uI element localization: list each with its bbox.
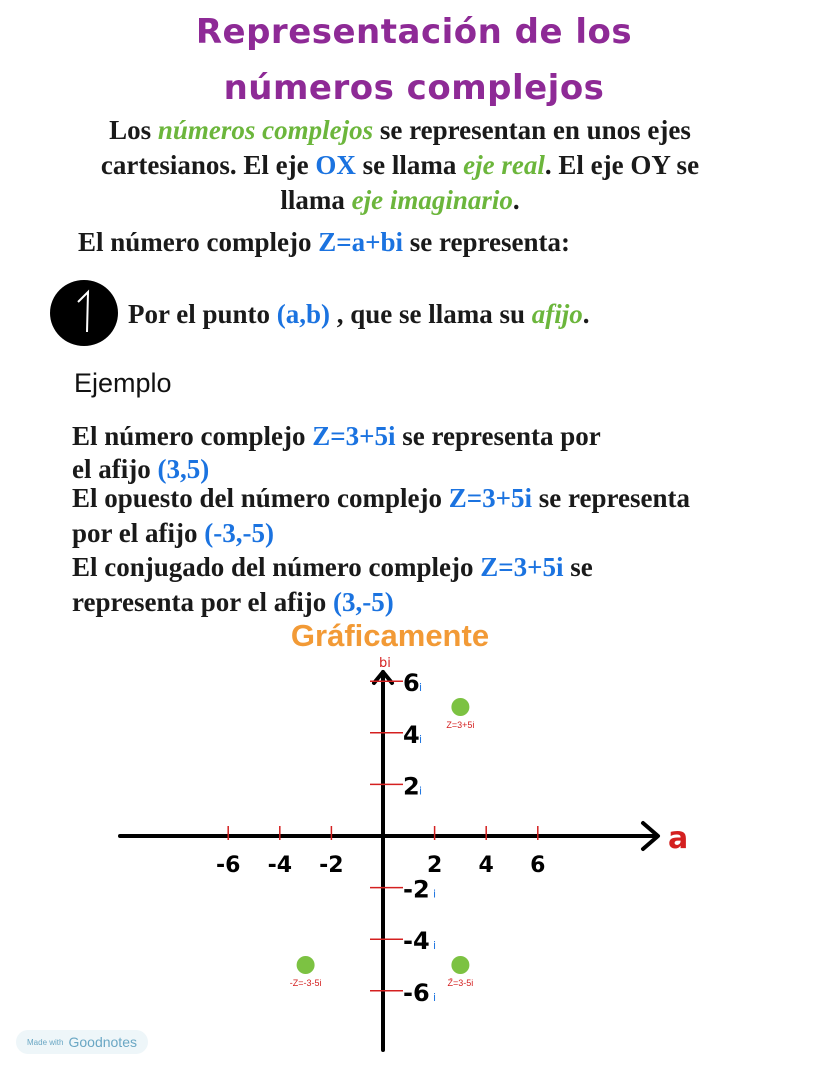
y-tick-label: 6 [403,669,420,698]
example-line-2: el afijo (3,5) [72,454,210,484]
example-line-5: El conjugado del número complejo Z=3+5i se [72,552,593,582]
imaginary-unit-label: i [419,681,423,695]
imaginary-unit-label: i [433,939,437,953]
data-point [297,956,315,974]
statement: El número complejo Z=a+bi se representa: [78,227,570,257]
imaginary-unit-label: i [433,887,437,901]
example-line-1: El número complejo Z=3+5i se representa por [72,421,601,451]
data-point [451,956,469,974]
y-tick-label: 4 [403,720,420,749]
intro-line-3: llama eje imaginario. [280,185,520,215]
page-title-line2: números complejos [223,68,605,108]
x-tick-label: 2 [426,853,443,878]
x-tick-label: -2 [319,853,344,878]
example-line-6: representa por el afijo (3,-5) [72,587,394,617]
point-description: Por el punto (a,b) , que se llama su afijo. [128,299,590,329]
y-tick-label: -2 [403,875,430,904]
x-tick-label: -4 [267,853,293,878]
graph-title: Gráficamente [290,618,490,653]
intro-line-2: cartesianos. El eje OX se llama eje real. El eje OY se [100,150,700,180]
intro-line-1: Los números complejos se representan en unos ejes [109,115,691,145]
goodnotes-badge: Made with Goodnotes [16,1030,148,1054]
example-label: Ejemplo [74,368,172,398]
x-axis-label: a [668,821,689,856]
page-title-line1: Representación de los [195,12,633,52]
imaginary-unit-label: i [433,990,437,1004]
y-tick-label: -4 [403,927,430,956]
example-line-3: El opuesto del número complejo Z=3+5i se representa [72,483,690,513]
example-line-4: por el afijo (-3,-5) [72,518,274,548]
x-tick-label: 4 [478,853,494,878]
imaginary-unit-label: i [419,784,423,798]
data-point [451,698,469,716]
data-point-label: Z=3+5i [446,720,475,730]
x-tick-label: 6 [530,853,546,878]
data-point-label: -Z=-3-5i [289,978,322,988]
data-point-label: Z̄=3-5i [447,978,474,988]
imaginary-unit-label: i [419,732,423,746]
y-axis-label: bi [379,656,391,671]
y-tick-label: -6 [403,978,430,1007]
y-tick-label: 2 [403,772,420,801]
x-tick-label: -6 [215,853,241,878]
